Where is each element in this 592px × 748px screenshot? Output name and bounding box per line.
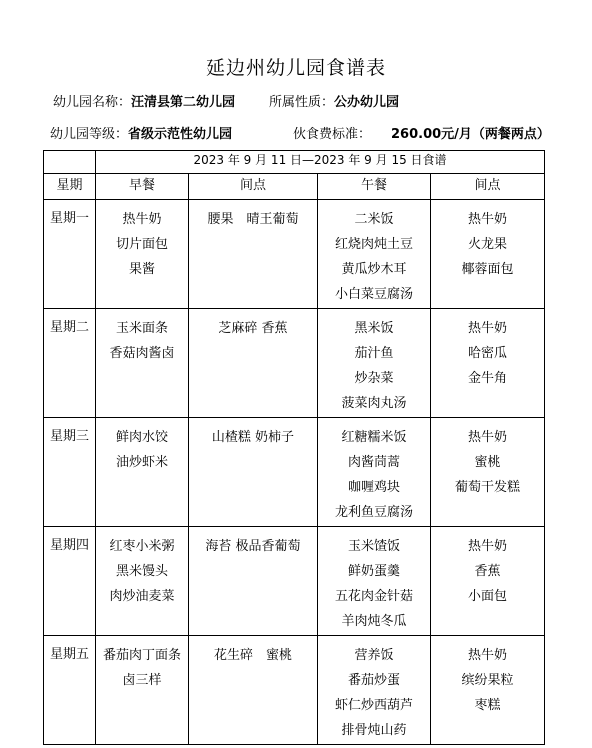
menu-item: 火龙果 — [468, 237, 508, 252]
menu-item: 黑米馒头 — [115, 564, 168, 579]
menu-item: 热牛奶 — [468, 648, 508, 663]
menu-item: 果酱 — [128, 262, 155, 277]
table-row — [44, 636, 545, 745]
header-row — [44, 174, 545, 200]
header-breakfast: 早餐 — [96, 174, 189, 200]
nature-label: 所属性质： — [269, 95, 335, 110]
table-row — [44, 527, 545, 636]
snack-1-cell — [189, 200, 318, 309]
snack-1-cell — [189, 527, 318, 636]
lunch-cell — [318, 636, 431, 745]
fee-label: 伙食费标准： — [293, 127, 372, 142]
menu-item: 营养饭 — [354, 648, 394, 663]
breakfast-cell — [96, 636, 189, 745]
menu-item: 切片面包 — [115, 237, 168, 252]
menu-item: 五花肉金针菇 — [334, 589, 413, 604]
menu-item: 鲜奶蛋羹 — [347, 564, 400, 579]
snack-2-cell — [431, 418, 545, 527]
menu-item: 二米饭 — [354, 212, 394, 227]
menu-item: 油炒虾米 — [115, 455, 168, 470]
menu-item: 番茄炒蛋 — [347, 673, 400, 688]
breakfast-cell — [96, 527, 189, 636]
menu-item: 哈密瓜 — [468, 346, 508, 361]
menu-item: 肉炒油麦菜 — [109, 589, 175, 604]
kindergarten-name — [53, 91, 235, 110]
menu-item: 肉酱茼蒿 — [347, 455, 400, 470]
level-value: 省级示范性幼儿园 — [128, 127, 233, 142]
table-row — [44, 418, 545, 527]
menu-item: 红烧肉炖土豆 — [334, 237, 413, 252]
snack-2-cell — [431, 636, 545, 745]
menu-table — [43, 150, 545, 745]
kindergarten-nature — [269, 91, 399, 110]
menu-item: 羊肉炖冬瓜 — [341, 614, 407, 629]
level-label: 幼儿园等级： — [50, 127, 129, 142]
menu-item: 热牛奶 — [468, 539, 508, 554]
menu-item: 蜜桃 — [474, 455, 501, 470]
date-range-row — [44, 151, 545, 174]
name-label: 幼儿园名称： — [53, 95, 132, 110]
menu-item: 红枣小米粥 — [109, 539, 175, 554]
menu-item: 椰蓉面包 — [461, 262, 514, 277]
snack-2-cell — [431, 527, 545, 636]
menu-item: 金牛角 — [468, 371, 508, 386]
menu-item: 茄汁鱼 — [354, 346, 394, 361]
menu-item: 黄瓜炒木耳 — [341, 262, 407, 277]
menu-item: 山楂糕 奶柿子 — [211, 430, 295, 445]
snack-1-cell — [189, 309, 318, 418]
header-snack-2: 间点 — [431, 174, 545, 200]
menu-item: 腰果 晴王葡萄 — [207, 212, 299, 227]
menu-item: 龙利鱼豆腐汤 — [334, 505, 413, 520]
menu-item: 排骨炖山药 — [341, 723, 407, 738]
header-snack-1: 间点 — [189, 174, 318, 200]
menu-item: 玉米面条 — [115, 321, 168, 336]
kindergarten-level — [50, 123, 232, 142]
menu-item: 卤三样 — [122, 673, 162, 688]
menu-item: 香菇肉酱卤 — [109, 346, 175, 361]
menu-item: 香蕉 — [474, 564, 501, 579]
breakfast-cell — [96, 200, 189, 309]
weekday-cell: 星期二 — [44, 309, 96, 418]
name-value: 汪清县第二幼儿园 — [131, 95, 236, 110]
snack-1-cell — [189, 636, 318, 745]
table-row — [44, 200, 545, 309]
menu-item: 红糖糯米饭 — [341, 430, 407, 445]
menu-item: 花生碎 蜜桃 — [213, 648, 292, 663]
menu-item: 葡萄干发糕 — [455, 480, 521, 495]
page-title: 延边州幼儿园食谱表 — [205, 57, 386, 79]
menu-item: 热牛奶 — [122, 212, 162, 227]
lunch-cell — [318, 309, 431, 418]
menu-item: 小面包 — [468, 589, 508, 604]
menu-item: 芝麻碎 香蕉 — [218, 321, 288, 336]
weekday-cell: 星期四 — [44, 527, 96, 636]
menu-item: 菠菜肉丸汤 — [341, 396, 407, 411]
weekday-cell: 星期一 — [44, 200, 96, 309]
breakfast-cell — [96, 418, 189, 527]
menu-item: 炒杂菜 — [354, 371, 394, 386]
lunch-cell — [318, 418, 431, 527]
header-weekday: 星期 — [44, 174, 96, 200]
table-row — [44, 309, 545, 418]
snack-1-cell — [189, 418, 318, 527]
menu-item: 黑米饭 — [354, 321, 394, 336]
nature-value: 公办幼儿园 — [334, 95, 400, 110]
menu-item: 热牛奶 — [468, 430, 508, 445]
lunch-cell — [318, 200, 431, 309]
menu-item: 小白菜豆腐汤 — [334, 287, 413, 302]
fee-value: 260.00元/月（两餐两点） — [391, 127, 550, 142]
menu-item: 番茄肉丁面条 — [102, 648, 181, 663]
menu-item: 缤纷果粒 — [461, 673, 514, 688]
breakfast-cell — [96, 309, 189, 418]
snack-2-cell — [431, 200, 545, 309]
lunch-cell — [318, 527, 431, 636]
menu-item: 虾仁炒西葫芦 — [334, 698, 413, 713]
menu-item: 热牛奶 — [468, 212, 508, 227]
weekday-cell: 星期三 — [44, 418, 96, 527]
menu-item: 枣糕 — [474, 698, 501, 713]
date-range: 2023 年 9 月 11 日—2023 年 9 月 15 日食谱 — [96, 151, 545, 174]
snack-2-cell — [431, 309, 545, 418]
menu-item: 鲜肉水饺 — [115, 430, 168, 445]
menu-item: 海苔 极品香葡萄 — [205, 539, 301, 554]
menu-item: 咖喱鸡块 — [347, 480, 400, 495]
header-lunch: 午餐 — [318, 174, 431, 200]
menu-item: 玉米馇饭 — [347, 539, 400, 554]
meal-fee — [293, 123, 550, 142]
weekday-cell: 星期五 — [44, 636, 96, 745]
menu-item: 热牛奶 — [468, 321, 508, 336]
